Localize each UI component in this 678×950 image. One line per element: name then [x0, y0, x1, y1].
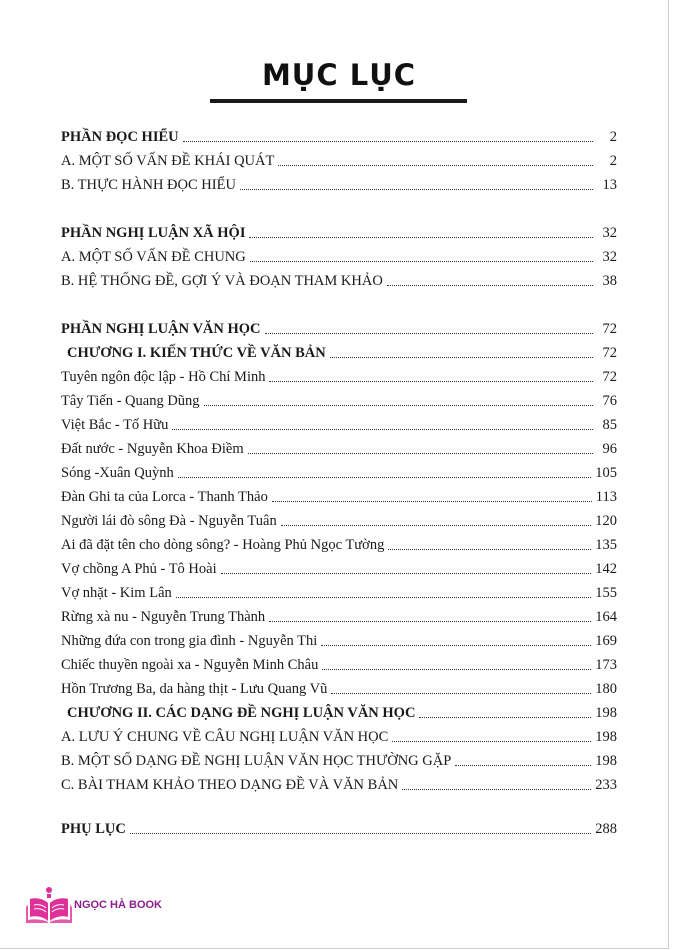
- toc-row[interactable]: [61, 462, 617, 482]
- dot-leader: [249, 236, 593, 238]
- toc-page-number: 38: [602, 273, 617, 289]
- toc-row[interactable]: [61, 246, 617, 266]
- dot-leader: [240, 188, 593, 190]
- dot-leader: [330, 356, 593, 358]
- toc-row[interactable]: [61, 414, 617, 434]
- toc-page-number: 169: [595, 633, 617, 649]
- toc-entry-title: PHẦN ĐỌC HIỂU: [61, 129, 179, 145]
- toc-page-number: 72: [602, 369, 617, 385]
- dot-leader: [402, 788, 591, 790]
- toc-row[interactable]: [61, 510, 617, 530]
- dot-leader: [281, 524, 592, 526]
- dot-leader: [176, 596, 591, 598]
- toc-row[interactable]: [61, 150, 617, 170]
- toc-entry-title: Vợ chồng A Phủ - Tô Hoài: [61, 561, 217, 577]
- toc-row[interactable]: [61, 818, 617, 838]
- dot-leader: [455, 764, 591, 766]
- dot-leader: [419, 716, 591, 718]
- toc-entry-title: Đàn Ghi ta của Lorca - Thanh Thảo: [61, 489, 268, 505]
- toc-entry-title: Rừng xà nu - Nguyễn Trung Thành: [61, 609, 266, 625]
- toc-row[interactable]: [61, 606, 617, 626]
- dot-leader: [322, 668, 591, 670]
- toc-entry-title: PHẦN NGHỊ LUẬN XÃ HỘI: [61, 225, 246, 241]
- toc-page-number: 76: [602, 393, 617, 409]
- toc-entry-title: Người lái đò sông Đà - Nguyễn Tuân: [61, 513, 277, 529]
- dot-leader: [130, 832, 591, 834]
- dot-leader: [388, 548, 591, 550]
- toc-entry-title: B. HỆ THỐNG ĐỀ, GỢI Ý VÀ ĐOẠN THAM KHẢO: [61, 273, 383, 289]
- toc-page-number: 164: [595, 609, 617, 625]
- toc-entry-title: Chiếc thuyền ngoài xa - Nguyễn Minh Châu: [61, 657, 319, 673]
- dot-leader: [248, 452, 593, 454]
- dot-leader: [387, 284, 593, 286]
- toc-page-number: 85: [602, 417, 617, 433]
- toc-page-number: 113: [595, 489, 617, 505]
- dot-leader: [172, 428, 593, 430]
- dot-leader: [221, 572, 592, 574]
- toc-page-number: 135: [595, 537, 617, 553]
- toc-entry-title: CHƯƠNG I. KIẾN THỨC VỀ VĂN BẢN: [67, 345, 326, 361]
- toc-entry-title: CHƯƠNG II. CÁC DẠNG ĐỀ NGHỊ LUẬN VĂN HỌC: [67, 705, 416, 721]
- toc-row[interactable]: [61, 558, 617, 578]
- dot-leader: [269, 620, 591, 622]
- toc-entry-title: Vợ nhặt - Kim Lân: [61, 585, 172, 601]
- dot-leader: [278, 164, 593, 166]
- toc-page-number: 96: [602, 441, 617, 457]
- dot-leader: [250, 260, 593, 262]
- toc-entry-title: Tây Tiến - Quang Dũng: [61, 393, 200, 409]
- publisher-logo: [26, 885, 162, 925]
- dot-leader: [269, 380, 593, 382]
- toc-row[interactable]: [61, 366, 617, 386]
- page-title: MỤC LỤC: [261, 58, 417, 92]
- toc-page-number: 2: [609, 153, 617, 169]
- toc-entry-title: Hồn Trương Ba, da hàng thịt - Lưu Quang Vũ: [61, 681, 328, 697]
- toc-page-number: 155: [595, 585, 617, 601]
- publisher-name: NGỌC HÀ BOOK: [74, 899, 162, 911]
- toc-row[interactable]: [61, 270, 617, 290]
- dot-leader: [272, 500, 592, 502]
- toc-entry-title: PHỤ LỤC: [61, 821, 126, 837]
- toc-page-number: 198: [595, 729, 617, 745]
- toc-row[interactable]: [61, 318, 617, 338]
- book-crown-icon: [26, 885, 72, 925]
- toc-entry-title: Tuyên ngôn độc lập - Hồ Chí Minh: [61, 369, 266, 385]
- toc-row[interactable]: [61, 750, 617, 770]
- toc-page-number: 13: [602, 177, 617, 193]
- toc-entry-title: C. BÀI THAM KHẢO THEO DẠNG ĐỀ VÀ VĂN BẢN: [61, 777, 399, 793]
- title-underline: [210, 99, 467, 103]
- dot-leader: [392, 740, 591, 742]
- toc-entry-title: B. THỰC HÀNH ĐỌC HIỂU: [61, 177, 236, 193]
- toc-row[interactable]: [61, 438, 617, 458]
- toc-row[interactable]: [61, 342, 617, 362]
- dot-leader: [183, 140, 593, 142]
- toc-row[interactable]: [61, 174, 617, 194]
- dot-leader: [331, 692, 591, 694]
- toc-entry-title: PHẦN NGHỊ LUẬN VĂN HỌC: [61, 321, 261, 337]
- toc-entry-title: A. LƯU Ý CHUNG VỀ CÂU NGHỊ LUẬN VĂN HỌC: [61, 729, 389, 745]
- toc-page-number: 198: [595, 753, 617, 769]
- toc-entry-title: A. MỘT SỐ VẤN ĐỀ CHUNG: [61, 249, 246, 265]
- toc-row[interactable]: [61, 702, 617, 722]
- dot-leader: [265, 332, 593, 334]
- toc-row[interactable]: [61, 678, 617, 698]
- toc-row[interactable]: [61, 126, 617, 146]
- toc-entry-title: Đất nước - Nguyễn Khoa Điềm: [61, 441, 244, 457]
- toc-page-number: 32: [602, 249, 617, 265]
- toc-row[interactable]: [61, 222, 617, 242]
- toc-row[interactable]: [61, 654, 617, 674]
- toc-page-number: 120: [595, 513, 617, 529]
- dot-leader: [204, 404, 593, 406]
- toc-entry-title: Sóng -Xuân Quỳnh: [61, 465, 174, 481]
- toc-page-number: 32: [602, 225, 617, 241]
- dot-leader: [321, 644, 591, 646]
- toc-row[interactable]: [61, 774, 617, 794]
- toc-entry-title: Những đứa con trong gia đình - Nguyễn Thi: [61, 633, 318, 649]
- toc-entry-title: B. MỘT SỐ DẠNG ĐỀ NGHỊ LUẬN VĂN HỌC THƯỜNG GẶP: [61, 753, 452, 769]
- toc-row[interactable]: [61, 534, 617, 554]
- toc-page-number: 72: [602, 321, 617, 337]
- toc-page-number: 288: [595, 821, 617, 837]
- toc-page-number: 142: [595, 561, 617, 577]
- toc-row[interactable]: [61, 630, 617, 650]
- toc-row[interactable]: [61, 726, 617, 746]
- toc-page-number: 2: [609, 129, 617, 145]
- dot-leader: [178, 476, 591, 478]
- toc-page-number: 72: [602, 345, 617, 361]
- toc-entry-title: A. MỘT SỐ VẤN ĐỀ KHÁI QUÁT: [61, 153, 275, 169]
- toc-page-number: 198: [595, 705, 617, 721]
- toc-row[interactable]: [61, 486, 617, 506]
- toc-page-number: 173: [595, 657, 617, 673]
- toc-entry-title: Ai đã đặt tên cho dòng sông? - Hoàng Phủ Ngọc Tường: [61, 537, 385, 553]
- toc-page-number: 233: [595, 777, 617, 793]
- toc-row[interactable]: [61, 390, 617, 410]
- toc-row[interactable]: [61, 582, 617, 602]
- toc-page-number: 180: [595, 681, 617, 697]
- toc-entry-title: Việt Bắc - Tố Hữu: [61, 417, 169, 433]
- toc-page-number: 105: [595, 465, 617, 481]
